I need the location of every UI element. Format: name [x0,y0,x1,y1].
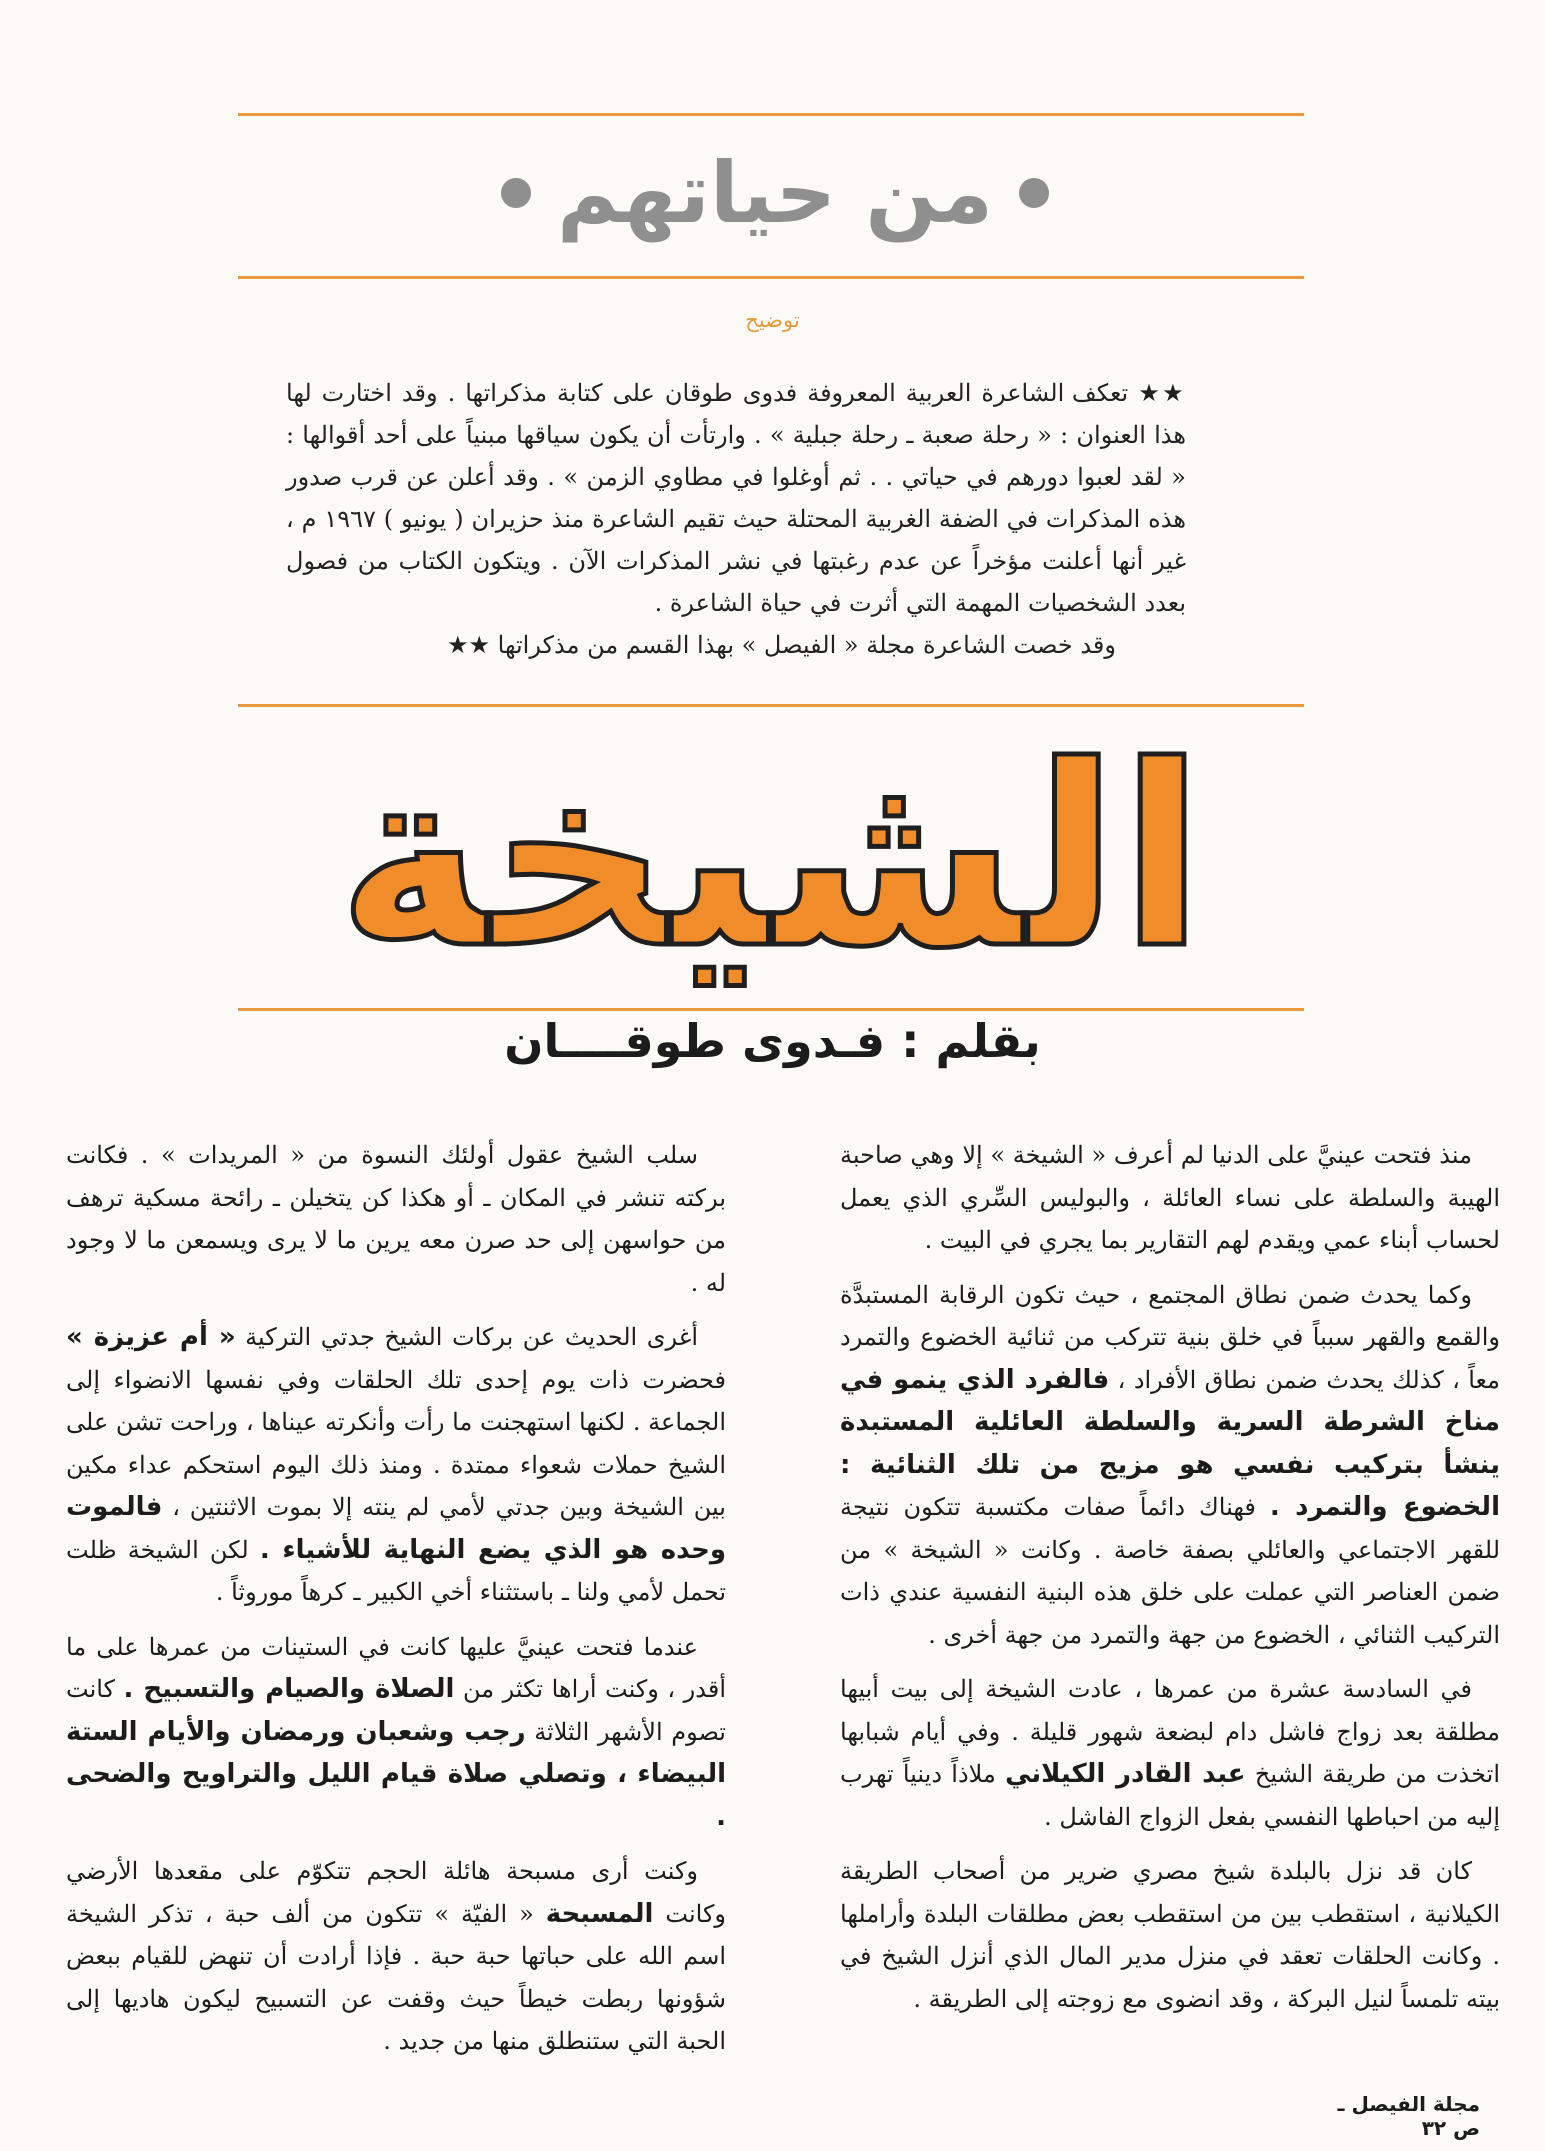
paragraph: أغرى الحديث عن بركات الشيخ جدتي التركية « أم عزيزة » فحضرت ذات يوم إحدى تلك الحلقات وفي نفسها الانضواء إلى الجماعة . لكنها استهجنت ما رأت وأنكرته عيناها ، وراحت تشن على الشيخ حملات شعواء ممتدة . ومنذ ذلك اليوم استحكم عداء مكين بين الشيخة وبين جدتي لأمي لم ينته إلا بموت الاثنتين ، فالموت وحده هو الذي يضع النهاية للأشياء . لكن الشيخة ظلت تحمل لأمي ولنا ـ باستثناء أخي الكبير ـ كرهاً موروثاً . [66,1322,726,1606]
section-title: من حياتهم [556,144,994,242]
title-top-rule [238,704,1304,707]
title-bottom-rule [238,1008,1304,1011]
page-footer: مجلة الفيصل ـ ص ٣٢ [1337,2092,1480,2140]
intro-dedication: وقد خصت الشاعرة مجلة « الفيصل » بهذا القسم من مذكراتها ★★ [446,631,1116,659]
paragraph: منذ فتحت عينيَّ على الدنيا لم أعرف « الشيخة » إلا وهي صاحبة الهيبة والسلطة على نساء العائلة ، والبوليس السِّري الذي يعمل لحساب أبناء عمي ويقدم لهم التقارير بما يجري في البيت . [840,1141,1500,1254]
byline: بقلم : فـدوى طوقــــان [504,1014,1041,1068]
paragraph: في السادسة عشرة من عمرها ، عادت الشيخة إلى بيت أبيها مطلقة بعد زواج فاشل دام لبضعة شهور قليلة . وفي أيام شبابها اتخذت من طريقة الشيخ عبد القادر الكيلاني ملاذاً دينياً تهرب إليه من احباطها النفسي بفعل الزواج الفاشل . [840,1675,1500,1831]
bullet-dot-icon [501,178,531,208]
paragraph: سلب الشيخ عقول أولئك النسوة من « المريدات » . فكانت بركته تنشر في المكان ـ أو هكذا كن يتخيلن ـ رائحة مسكية ترهف من حواسهن إلى حد صرن معه يرين ما لا يرى ويسمعن ما لا وجود له . [66,1141,726,1297]
section-header [380,138,1170,248]
stars-ornament: ★★ [446,631,490,659]
article-column-right [840,1134,1500,2032]
intro-label: توضيح [745,308,800,332]
bullet-dot-icon [1019,178,1049,208]
paragraph: وكنت أرى مسبحة هائلة الحجم تتكوّم على مقعدها الأرضي وكانت المسبحة « الفيّة » تتكون من ألف حبة ، تذكر الشيخة اسم الله على حباتها حبة حبة . فإذا أرادت أن تنهض للقيام ببعض شؤونها ربطت خيطاً حيث وقفت عن التسبيح ليكون هاديها إلى الحبة التي ستنطلق منها من جديد . [66,1857,726,2055]
intro-paragraph: ★★ تعكف الشاعرة العربية المعروفة فدوى طوقان على كتابة مذكراتها . وقد اختارت لها هذا العنوان : « رحلة صعبة ـ رحلة جبلية » . وارتأت أن يكون سياقها مبنياً على أحد أقوالها : « لقد لعبوا دورهم في حياتي . . ثم أوغلوا في مطاوي الزمن » . وقد أعلن عن قرب صدور هذه المذكرات في الضفة الغربية المحتلة حيث تقيم الشاعرة منذ حزيران ( يونيو ) ١٩٦٧ م ، غير أنها أعلنت مؤخراً عن عدم رغبتها في نشر المذكرات الآن . ويتكون الكتاب من فصول بعدد الشخصيات المهمة التي أثرت في حياة الشاعرة . [286,379,1186,617]
top-rule [238,113,1304,116]
stars-ornament: ★★ [1138,379,1186,407]
paragraph: وكما يحدث ضمن نطاق المجتمع ، حيث تكون الرقابة المستبدَّة والقمع والقهر سبباً في خلق بنية تتركب من ثنائية الخضوع والتمرد معاً ، كذلك يحدث ضمن نطاق الأفراد ، فالفرد الذي ينمو في مناخ الشرطة السرية والسلطة العائلية المستبدة ينشأ بتركيب نفسي هو مزيج من تلك الثنائية : الخضوع والتمرد . فهناك دائماً صفات مكتسبة تتكون نتيجة للقهر الاجتماعي والعائلي بصفة خاصة . وكانت « الشيخة » من ضمن العناصر التي عملت على خلق هذه البنية النفسية عندي ذات التركيب الثنائي ، الخضوع من جهة والتمرد من جهة أخرى . [840,1280,1500,1649]
paragraph: كان قد نزل بالبلدة شيخ مصري ضرير من أصحاب الطريقة الكيلانية ، استقطب بين من استقطب بعض مطلقات البلدة وأراملها . وكانت الحلقات تعقد في منزل مدير المال الذي أنزل الشيخ في بيته تلمساً لنيل البركة ، وقد انضوى مع زوجته إلى الطريقة . [840,1857,1500,2013]
intro-text [286,372,1186,666]
article-title: الشيخة [337,712,1205,1003]
header-rule [238,276,1304,279]
article-column-left [66,1134,726,2075]
paragraph: عندما فتحت عينيَّ عليها كانت في الستينات من عمرها على ما أقدر ، وكنت أراها تكثر من الصلاة والصيام والتسبيح . كانت تصوم الأشهر الثلاثة رجب وشعبان ورمضان والأيام الستة البيضاء ، وتصلي صلاة قيام الليل والتراويح والضحى . [66,1632,726,1832]
